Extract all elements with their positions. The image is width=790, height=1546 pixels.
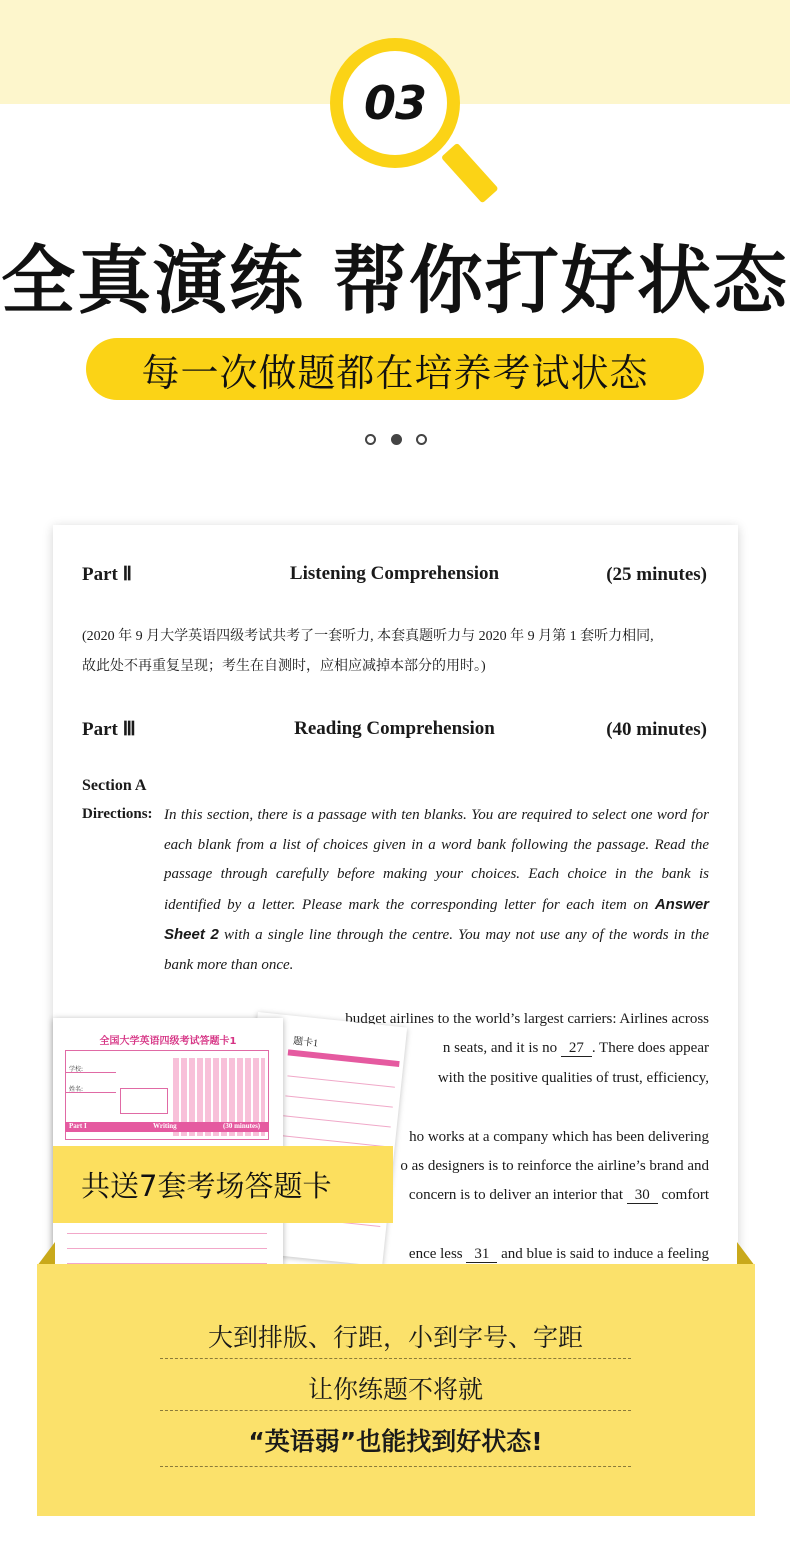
directions-text: [164, 801, 709, 980]
magnifier-ring-icon: [330, 38, 460, 168]
note-line-1: (2020 年 9 月大学英语四级考试共考了一套听力, 本套真题听力与 2020 年 9 月第 1 套听力相同,: [82, 629, 654, 644]
part2-time: (25 minutes): [606, 564, 707, 585]
passage-line: o as designers is to reinforce the airline’s brand and: [400, 1158, 709, 1174]
note-line-2: 故此处不再重复呈现；考生在自测时，应相应减掉本部分的用时。): [82, 659, 486, 674]
headline: 全真演练 帮你打好状态: [1, 238, 789, 324]
part2-header: [82, 563, 707, 586]
directions-label: Directions:: [82, 806, 153, 822]
blank-31: 31: [466, 1246, 497, 1263]
directions-bold: Answer Sheet 2: [164, 895, 710, 943]
answer-sheet-title: 全国大学英语四级考试答题卡1: [99, 1036, 237, 1047]
feature-line-2: 让你练题不将就: [307, 1375, 483, 1404]
dashed-divider: [160, 1410, 631, 1411]
blank-30: 30: [627, 1187, 658, 1204]
dot-icon: [365, 434, 376, 445]
dashed-divider: [160, 1466, 631, 1467]
passage-line: with the positive qualities of trust, efficiency,: [437, 1070, 709, 1086]
feature-line-1: 大到排版、行距，小到字号、字距: [207, 1323, 583, 1352]
feature-line-3: “英语弱”也能找到好状态!: [248, 1427, 543, 1456]
listening-note: [82, 622, 712, 682]
dashed-divider: [160, 1358, 631, 1359]
sheet-part-time: (30 minutes): [223, 1122, 261, 1130]
answer-sheet-notice-box: [120, 1088, 168, 1114]
passage-line: concern is to deliver an interior that 30 comfort: [408, 1187, 709, 1203]
gift-text: 共送7套考场答题卡: [81, 1169, 332, 1203]
magnifier-handle-icon: [441, 143, 499, 204]
passage-line: ho works at a company which has been delivering: [409, 1129, 709, 1145]
box-flap-right: [737, 1242, 755, 1266]
dot-icon: [416, 434, 427, 445]
part2-label: Part Ⅱ: [82, 564, 132, 585]
passage-line: budget airlines to the world’s largest carriers: Airlines across: [345, 1011, 709, 1027]
blank-27: 27: [561, 1040, 592, 1057]
part3-title: Reading Comprehension: [294, 718, 495, 739]
subtitle-pill: [86, 338, 704, 400]
directions-part-1: In this section, there is a passage with ten blanks. You are required to select one word for each blank from a list of choices given in a word bank following the passage. Read the passage through carefully before making your choices. Each choice in the bank is identified by a letter. Please mark the corresponding letter for each item on: [164, 807, 709, 913]
subtitle-text: 每一次做题都在培养考试状态: [141, 350, 649, 395]
part3-time: (40 minutes): [606, 719, 707, 740]
part2-title: Listening Comprehension: [289, 563, 500, 584]
carousel-dots: [365, 434, 427, 446]
part3-label: Part Ⅲ: [82, 719, 136, 740]
section-label: Section A: [82, 777, 147, 794]
sheet-part-label: Part I: [69, 1122, 87, 1130]
part3-header: [82, 718, 707, 741]
pink-band: [288, 1049, 400, 1067]
dot-active-icon: [391, 434, 402, 445]
magnifier-badge: [330, 38, 480, 203]
gift-tag: [53, 1146, 393, 1223]
sheet-part-name: Writing: [153, 1122, 177, 1130]
school-field: 学校:: [69, 1066, 84, 1073]
name-field: 姓名:: [69, 1086, 84, 1093]
passage-line: n seats, and it is no 27 . There does appear: [442, 1040, 709, 1056]
badge-number: 03: [363, 76, 426, 130]
directions-part-2: with a single line through the centre. You may not use any of the words in the bank more than once.: [164, 927, 709, 973]
passage-line: ence less 31 and blue is said to induce a feeling: [408, 1246, 709, 1262]
answer-sheet-back-title: 题卡1: [292, 1035, 319, 1050]
